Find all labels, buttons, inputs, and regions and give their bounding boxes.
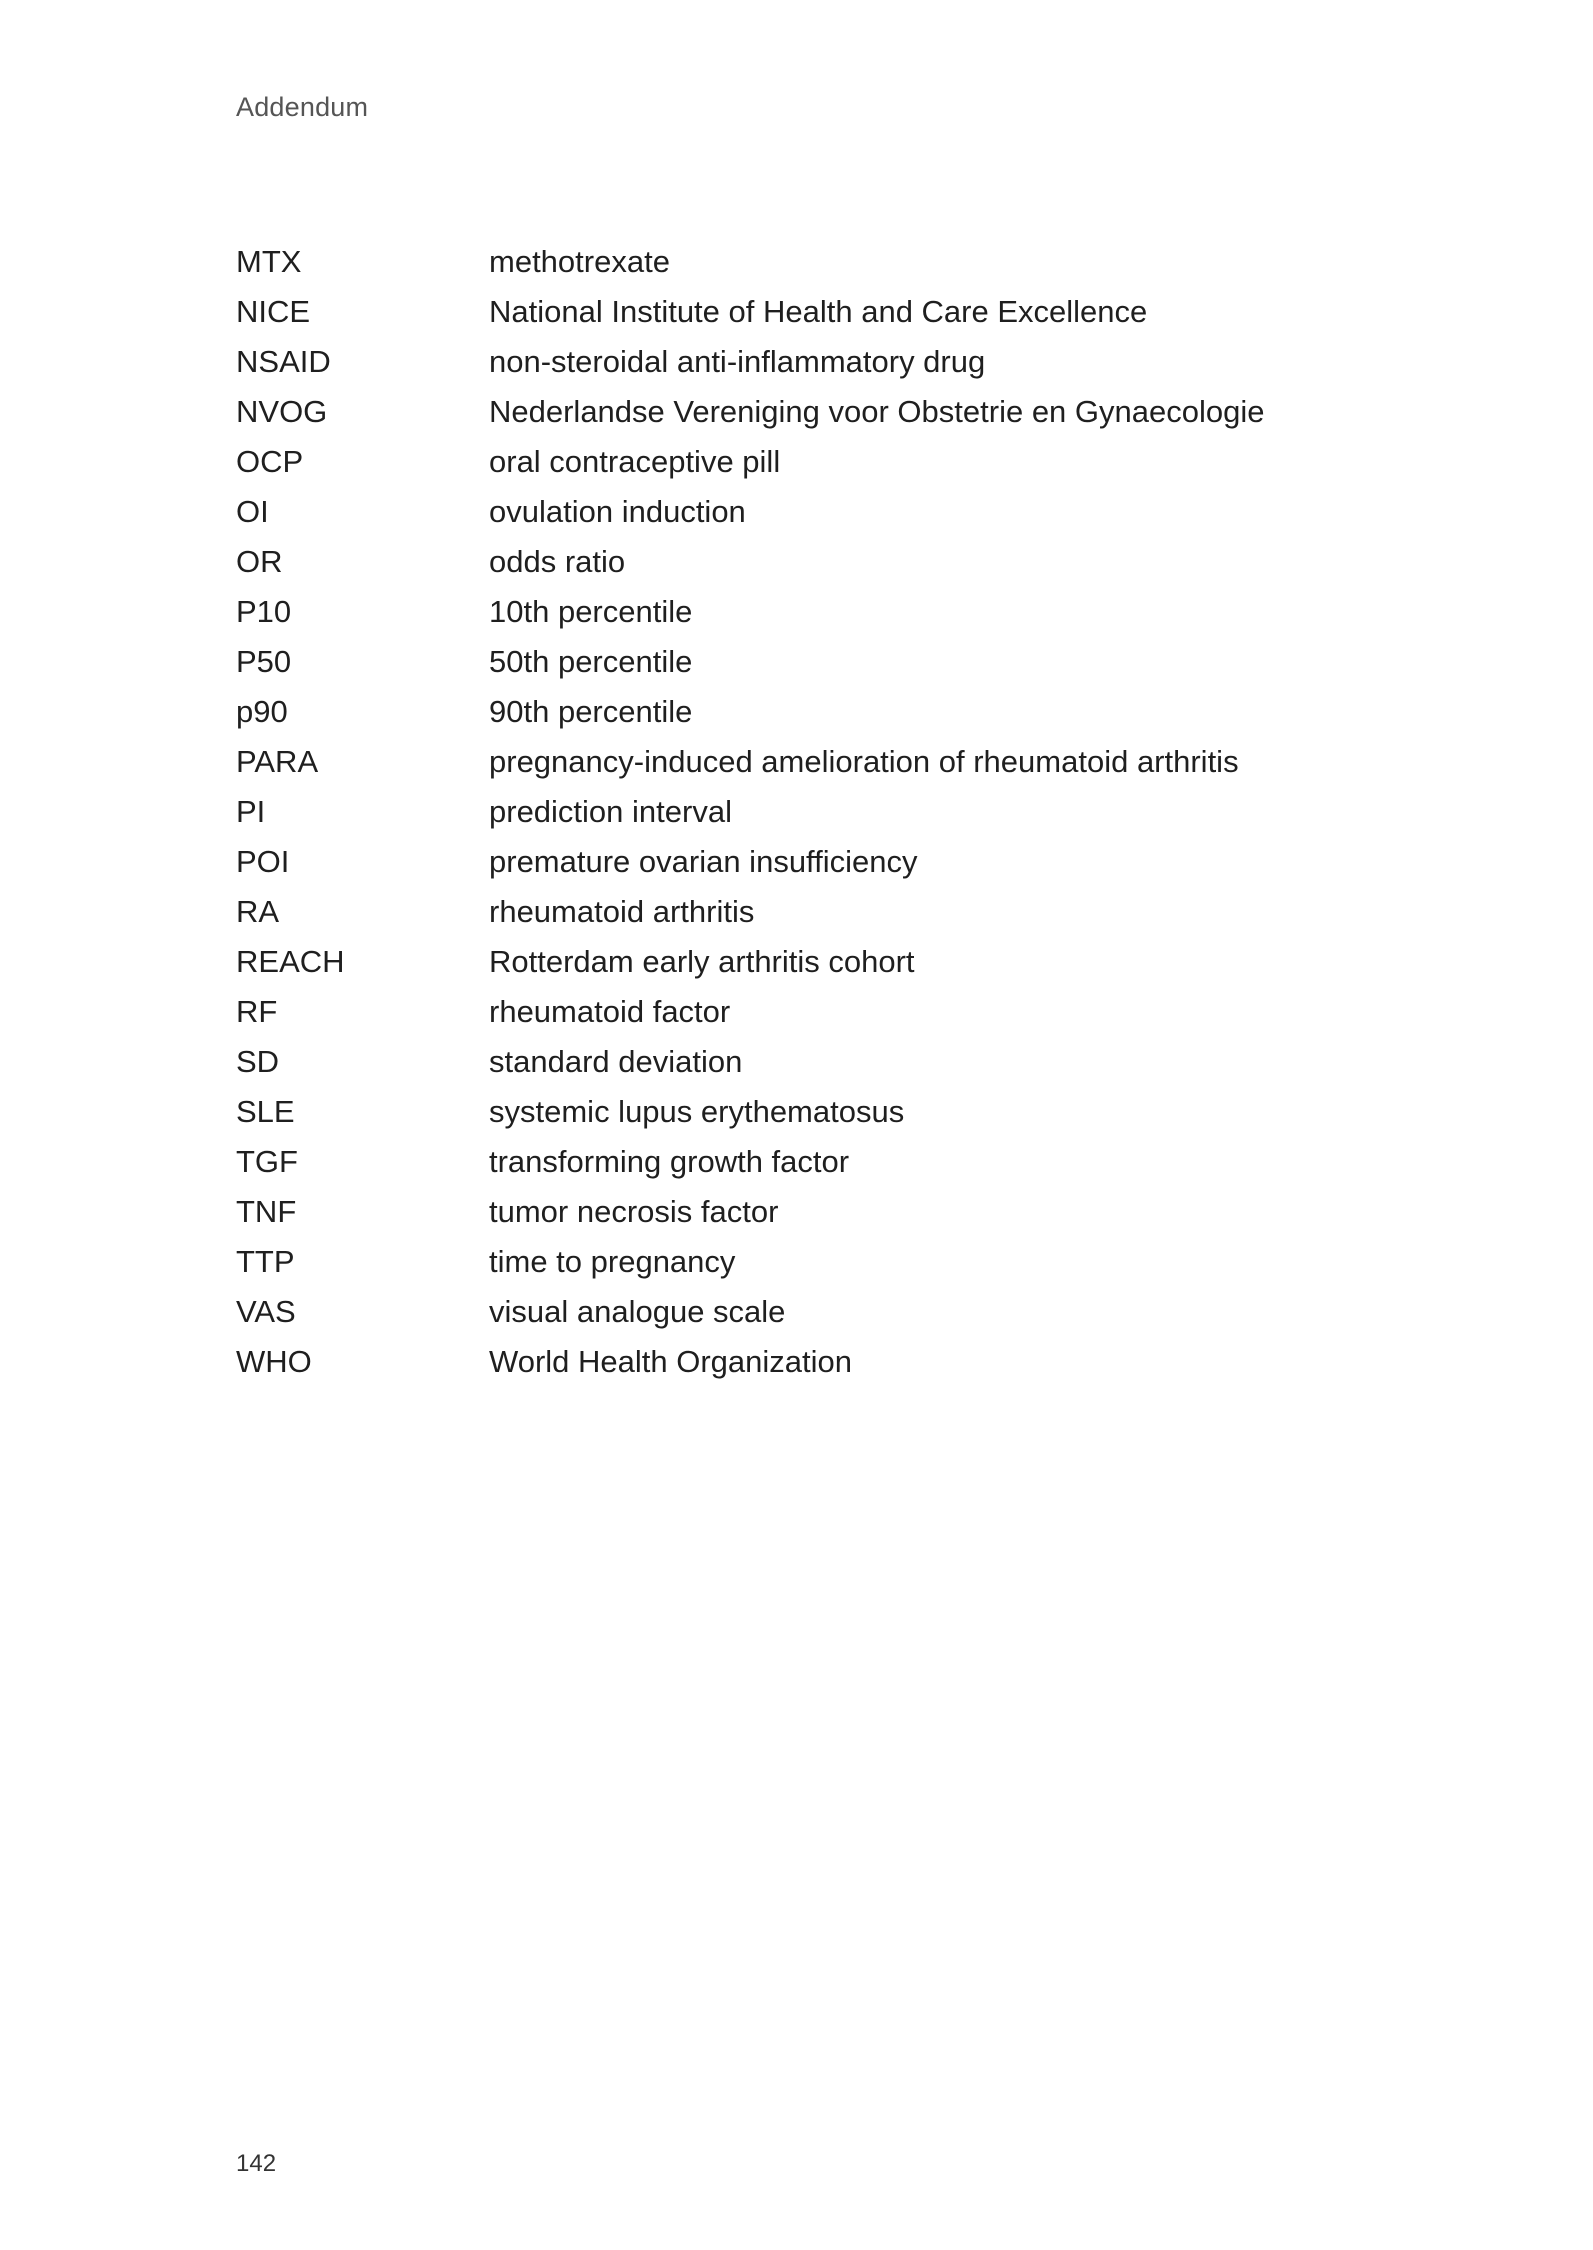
- abbreviation-row: [236, 887, 1356, 937]
- abbreviation-term: OCP: [236, 444, 304, 479]
- abbreviation-definition: pregnancy-induced amelioration of rheumatoid arthritis: [489, 744, 1239, 779]
- abbreviation-row: [236, 1187, 1356, 1237]
- abbreviation-term: PI: [236, 794, 266, 829]
- abbreviation-row: [236, 1037, 1356, 1087]
- abbreviation-definition: 90th percentile: [489, 694, 693, 729]
- abbreviation-term: TGF: [236, 1144, 298, 1179]
- abbreviation-definition: time to pregnancy: [489, 1244, 736, 1279]
- abbreviation-row: [236, 537, 1356, 587]
- abbreviation-definition: tumor necrosis factor: [489, 1194, 779, 1229]
- abbreviation-row: [236, 287, 1356, 337]
- abbreviation-term: PARA: [236, 744, 319, 779]
- abbreviation-row: [236, 937, 1356, 987]
- abbreviation-definition: 10th percentile: [489, 594, 693, 629]
- abbreviation-row: [236, 587, 1356, 637]
- abbreviation-row: [236, 1087, 1356, 1137]
- abbreviation-term: P50: [236, 644, 292, 679]
- abbreviation-term: SD: [236, 1044, 280, 1079]
- abbreviation-term: OR: [236, 544, 283, 579]
- abbreviation-term: OI: [236, 494, 269, 529]
- abbreviation-term: NSAID: [236, 344, 331, 379]
- page-number: 142: [236, 2150, 277, 2177]
- abbreviation-definition: methotrexate: [489, 244, 670, 279]
- abbreviation-term: WHO: [236, 1344, 312, 1379]
- abbreviation-term: P10: [236, 594, 292, 629]
- abbreviation-definition: Rotterdam early arthritis cohort: [489, 944, 915, 979]
- abbreviation-term: NICE: [236, 294, 311, 329]
- abbreviation-row: [236, 1237, 1356, 1287]
- abbreviation-row: [236, 987, 1356, 1037]
- abbreviation-definition: rheumatoid arthritis: [489, 894, 755, 929]
- running-header: Addendum: [236, 92, 369, 122]
- abbreviation-term: REACH: [236, 944, 345, 979]
- abbreviation-term: RF: [236, 994, 278, 1029]
- abbreviation-row: [236, 237, 1356, 287]
- abbreviation-row: [236, 787, 1356, 837]
- abbreviation-definition: National Institute of Health and Care Excellence: [489, 294, 1148, 329]
- abbreviation-term: SLE: [236, 1094, 295, 1129]
- abbreviation-term: MTX: [236, 244, 302, 279]
- abbreviation-term: VAS: [236, 1294, 296, 1329]
- abbreviation-definition: oral contraceptive pill: [489, 444, 781, 479]
- abbreviation-definition: 50th percentile: [489, 644, 693, 679]
- abbreviation-term: RA: [236, 894, 280, 929]
- abbreviation-definition: visual analogue scale: [489, 1294, 786, 1329]
- abbreviation-term: TTP: [236, 1244, 295, 1279]
- abbreviation-definition: World Health Organization: [489, 1344, 852, 1379]
- abbreviation-definition: prediction interval: [489, 794, 732, 829]
- abbreviation-definition: standard deviation: [489, 1044, 743, 1079]
- abbreviation-definition: systemic lupus erythematosus: [489, 1094, 905, 1129]
- abbreviation-row: [236, 637, 1356, 687]
- abbreviation-definition: rheumatoid factor: [489, 994, 731, 1029]
- abbreviation-definition: non-steroidal anti-inflammatory drug: [489, 344, 986, 379]
- abbreviation-row: [236, 437, 1356, 487]
- abbreviation-row: [236, 487, 1356, 537]
- abbreviation-definition: transforming growth factor: [489, 1144, 850, 1179]
- abbreviation-definition: premature ovarian insufficiency: [489, 844, 918, 879]
- abbreviation-definition: odds ratio: [489, 544, 626, 579]
- abbreviation-term: NVOG: [236, 394, 328, 429]
- abbreviation-term: TNF: [236, 1194, 297, 1229]
- abbreviation-definition: Nederlandse Vereniging voor Obstetrie en Gynaecologie: [489, 394, 1265, 429]
- abbreviation-definition: ovulation induction: [489, 494, 746, 529]
- abbreviation-list: [236, 237, 1356, 1387]
- abbreviation-row: [236, 1137, 1356, 1187]
- abbreviation-term: p90: [236, 694, 288, 729]
- abbreviation-row: [236, 837, 1356, 887]
- abbreviation-row: [236, 387, 1356, 437]
- abbreviation-row: [236, 1287, 1356, 1337]
- abbreviation-term: POI: [236, 844, 290, 879]
- abbreviation-row: [236, 337, 1356, 387]
- abbreviation-row: [236, 737, 1356, 787]
- abbreviation-row: [236, 1337, 1356, 1387]
- abbreviation-row: [236, 687, 1356, 737]
